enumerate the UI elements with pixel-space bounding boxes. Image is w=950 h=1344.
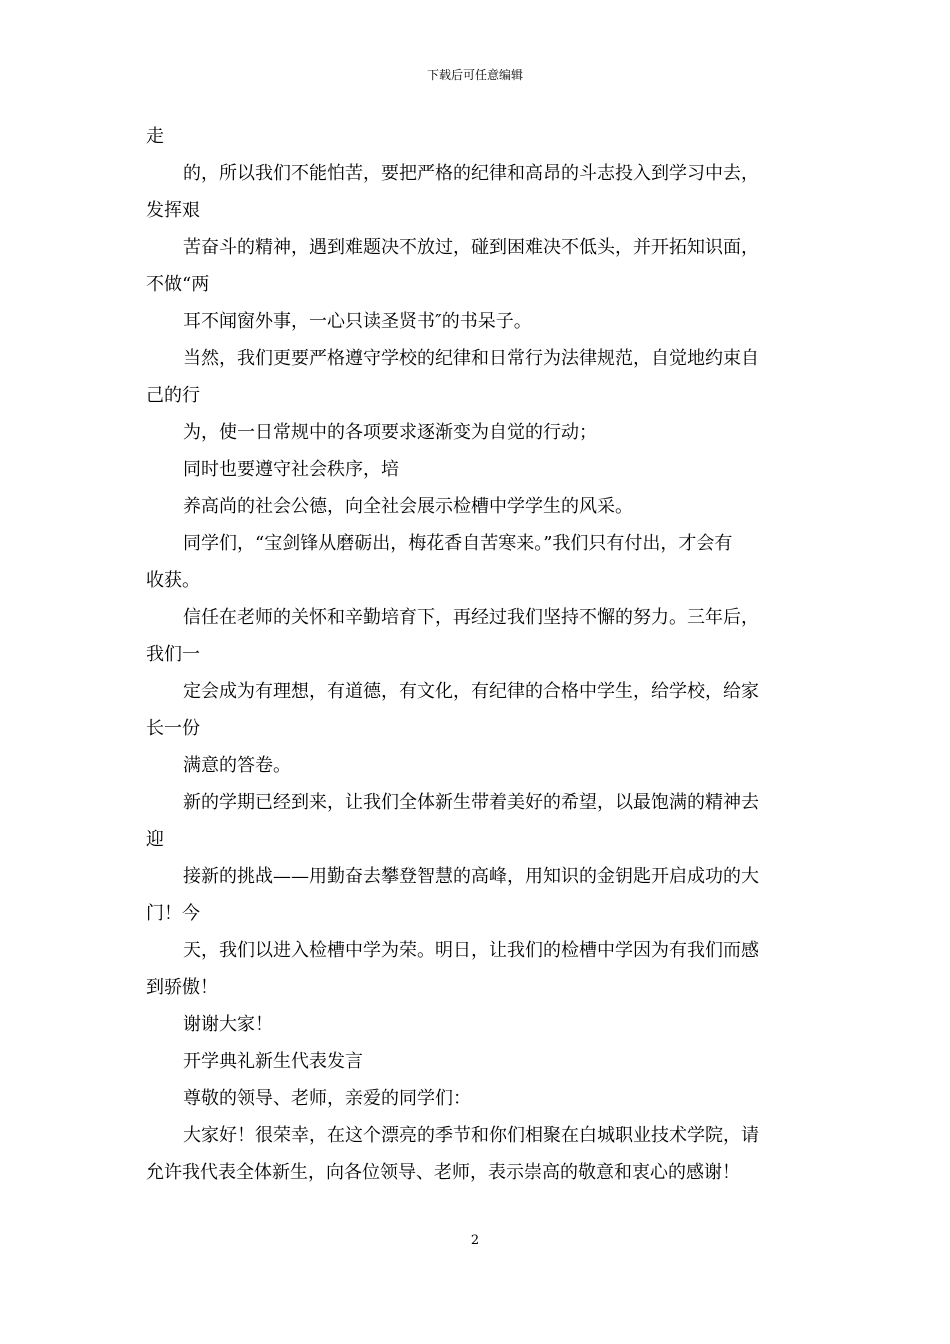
page-header: 下载后可任意编辑 [426, 68, 523, 82]
text-line: 当然，我们更要严格遵守学校的纪律和日常行为法律规范，自觉地约束自 [183, 348, 759, 369]
text-line: 苦奋斗的精神，遇到难题决不放过，碰到困难决不低头，并开拓知识面， [183, 237, 759, 258]
text-line: 开学典礼新生代表发言 [183, 1051, 363, 1072]
text-line: 不做“两 [146, 274, 210, 295]
text-line: 允许我代表全体新生，向各位领导、老师，表示崇高的敬意和衷心的感谢！ [146, 1162, 740, 1183]
document-body [146, 124, 810, 1197]
text-line: 同学们，“宝剑锋从磨砺出，梅花香自苦寒来。”我们只有付出，才会有 [183, 533, 733, 554]
text-line: 同时也要遵守社会秩序，培 [183, 459, 399, 480]
text-line: 为，使一日常规中的各项要求逐渐变为自觉的行动； [183, 422, 597, 443]
text-line: 门！今 [146, 903, 200, 924]
text-line: 谢谢大家！ [183, 1014, 273, 1035]
text-line: 大家好！很荣幸，在这个漂亮的季节和你们相聚在白城职业技术学院，请 [183, 1125, 759, 1146]
text-line: 耳不闻窗外事，一心只读圣贤书″的书呆子。 [183, 311, 532, 332]
text-line: 接新的挑战——用勤奋去攀登智慧的高峰，用知识的金钥匙开启成功的大 [183, 866, 759, 887]
text-line: 己的行 [146, 385, 200, 406]
text-line: 定会成为有理想，有道德，有文化，有纪律的合格中学生，给学校，给家 [183, 681, 759, 702]
text-line: 信任在老师的关怀和辛勤培育下，再经过我们坚持不懈的努力。三年后， [183, 607, 759, 628]
text-line: 的，所以我们不能怕苦，要把严格的纪律和高昂的斗志投入到学习中去， [183, 163, 759, 184]
text-line: 走 [146, 126, 164, 147]
text-line: 迎 [146, 829, 164, 850]
text-line: 尊敬的领导、老师，亲爱的同学们： [183, 1088, 471, 1109]
text-line: 我们一 [146, 644, 200, 665]
text-line: 新的学期已经到来，让我们全体新生带着美好的希望，以最饱满的精神去 [183, 792, 759, 813]
text-line: 养高尚的社会公德，向全社会展示检槽中学学生的风采。 [183, 496, 633, 517]
text-line: 收获。 [146, 570, 200, 591]
text-line: 到骄傲！ [146, 977, 218, 998]
text-line: 长一份 [146, 718, 200, 739]
text-line: 天，我们以进入检槽中学为荣。明日，让我们的检槽中学因为有我们而感 [183, 940, 759, 961]
page-number: 2 [470, 1233, 480, 1248]
text-line: 满意的答卷。 [183, 755, 291, 776]
text-line: 发挥艰 [146, 200, 200, 221]
